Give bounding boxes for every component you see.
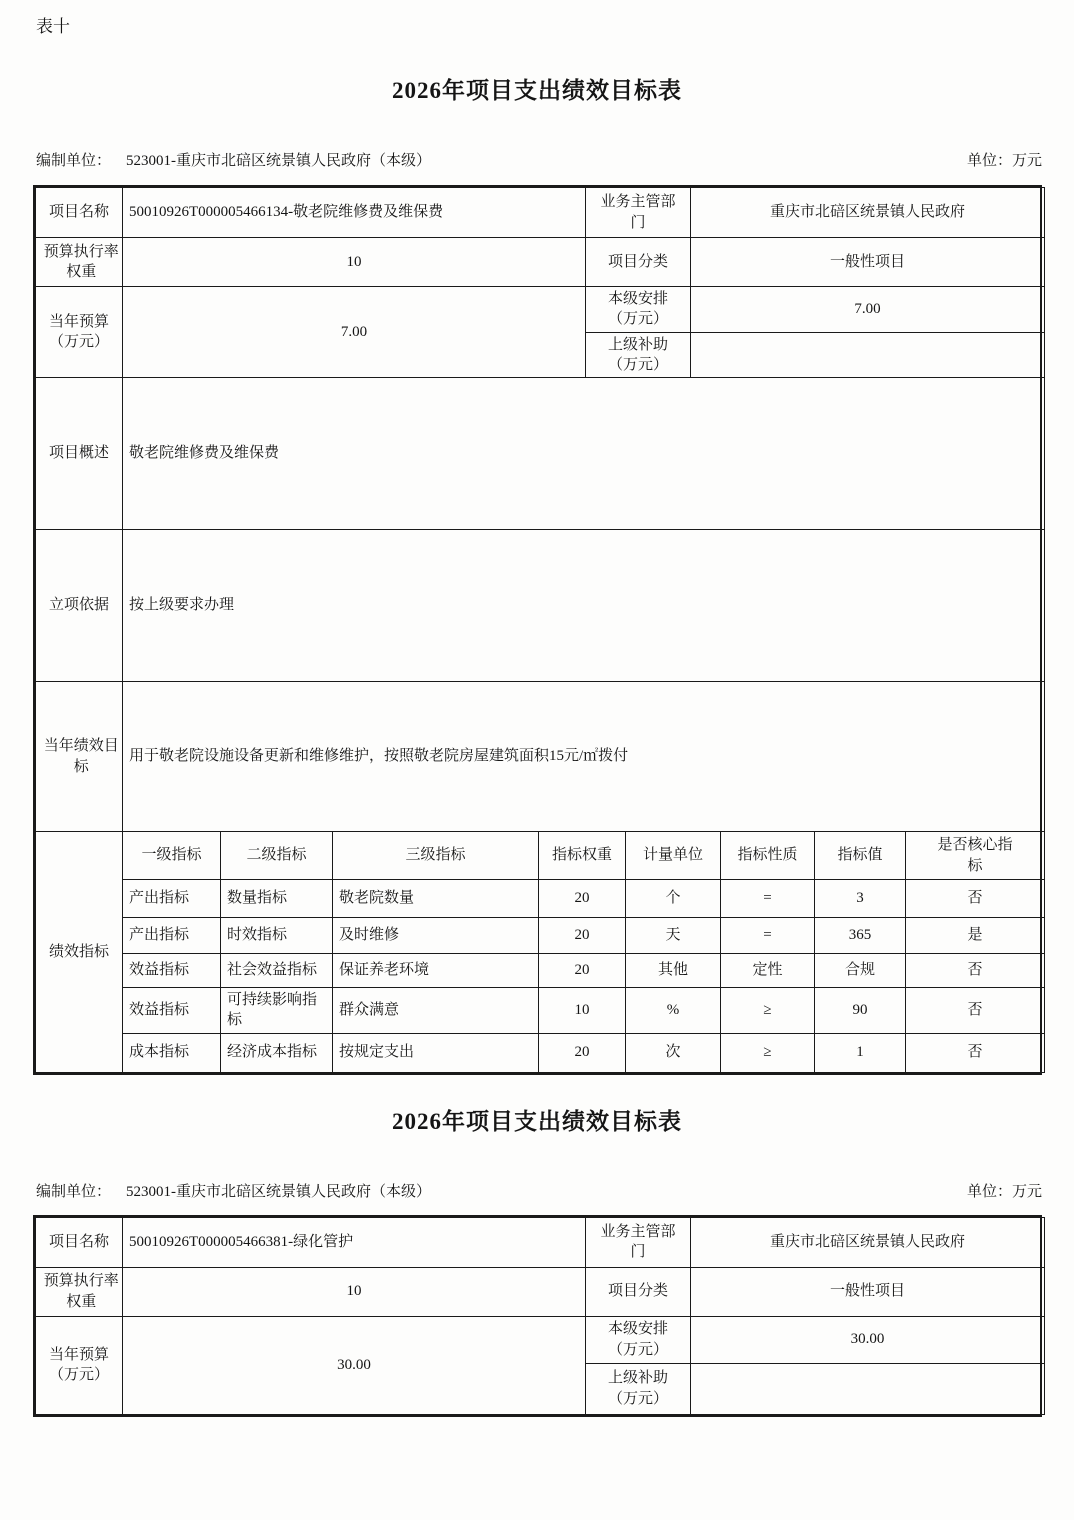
dept-label-cell bbox=[586, 1217, 691, 1267]
superior-subsidy-label: 上级补助（万元） bbox=[607, 336, 668, 373]
project-table-1 bbox=[33, 185, 1042, 1075]
superior-subsidy-label: 上级补助（万元） bbox=[607, 1370, 668, 1407]
project-info-table bbox=[35, 187, 1045, 832]
prepared-by-value: 523001-重庆市北碚区统景镇人民政府（本级） bbox=[126, 1183, 432, 1200]
indicator-cell: 否 bbox=[906, 988, 1045, 1034]
local-arrangement-label: 本级安排（万元） bbox=[607, 291, 668, 328]
indicator-cell: 20 bbox=[539, 954, 626, 988]
core-indicator-header: 是否核心指标 bbox=[937, 837, 1013, 874]
table-row bbox=[36, 238, 1045, 287]
indicator-cell: 20 bbox=[539, 918, 626, 954]
indicator-header-cell: 指标性质 bbox=[721, 832, 815, 880]
indicator-header-cell: 一级指标 bbox=[123, 832, 221, 880]
local-arrangement-value-cell: 30.00 bbox=[691, 1316, 1045, 1363]
indicator-row bbox=[36, 918, 1045, 954]
table-row bbox=[36, 378, 1045, 530]
unit-label: 单位：万元 bbox=[966, 153, 1042, 169]
indicator-cell: 20 bbox=[539, 1033, 626, 1072]
indicator-cell: 数量指标 bbox=[221, 880, 333, 918]
indicator-cell: 社会效益指标 bbox=[221, 954, 333, 988]
table-row bbox=[36, 530, 1045, 682]
indicator-header-cell: 计量单位 bbox=[626, 832, 721, 880]
prepared-by-label: 编制单位： bbox=[36, 153, 112, 169]
annual-budget-label: 当年预算（万元） bbox=[48, 1346, 109, 1383]
indicator-cell: 否 bbox=[906, 954, 1045, 988]
local-arrangement-label: 本级安排（万元） bbox=[607, 1321, 668, 1358]
project-table-2 bbox=[33, 1215, 1042, 1417]
indicator-cell: 10 bbox=[539, 988, 626, 1034]
indicator-header-cell: 三级指标 bbox=[333, 832, 539, 880]
indicator-cell: % bbox=[626, 988, 721, 1034]
indicator-cell: 否 bbox=[906, 1033, 1045, 1072]
report-meta-row bbox=[36, 1180, 1042, 1201]
form-number-label: 表十 bbox=[36, 17, 70, 36]
project-name-value-cell: 50010926T000005466381-绿化管护 bbox=[123, 1217, 586, 1267]
unit-label: 单位：万元 bbox=[966, 1183, 1042, 1200]
indicator-cell: 是 bbox=[906, 918, 1045, 954]
indicator-cell: 个 bbox=[626, 880, 721, 918]
indicator-cell: 按规定支出 bbox=[333, 1033, 539, 1072]
annual-goal-label-cell bbox=[36, 682, 123, 832]
annual-goal-value-cell: 用于敬老院设施设备更新和维修维护，按照敬老院房屋建筑面积15元/㎡拨付 bbox=[123, 682, 1045, 832]
indicator-cell: = bbox=[721, 880, 815, 918]
table-row bbox=[36, 287, 1045, 333]
annual-goal-label: 当年绩效目标 bbox=[43, 738, 119, 775]
indicator-cell: 及时维修 bbox=[333, 918, 539, 954]
superior-subsidy-label-cell bbox=[586, 1363, 691, 1414]
indicator-row bbox=[36, 988, 1045, 1034]
indicator-cell: 合规 bbox=[815, 954, 906, 988]
indicator-header-cell: 二级指标 bbox=[221, 832, 333, 880]
indicator-cell: 群众满意 bbox=[333, 988, 539, 1034]
table-row bbox=[36, 1267, 1045, 1316]
indicator-cell: 产出指标 bbox=[123, 880, 221, 918]
indicator-cell: 敬老院数量 bbox=[333, 880, 539, 918]
local-arrangement-value-cell: 7.00 bbox=[691, 287, 1045, 333]
performance-target-report-2 bbox=[0, 1103, 1074, 1417]
exec-rate-weight-label: 预算执行率权重 bbox=[43, 243, 119, 280]
dept-label: 业务主管部门 bbox=[600, 1223, 676, 1260]
indicator-row bbox=[36, 954, 1045, 988]
annual-budget-label-cell bbox=[36, 287, 123, 378]
indicator-cell: ≥ bbox=[721, 988, 815, 1034]
exec-rate-weight-value-cell: 10 bbox=[123, 1267, 586, 1316]
indicator-cell: 20 bbox=[539, 880, 626, 918]
indicator-cell: 其他 bbox=[626, 954, 721, 988]
category-value-cell: 一般性项目 bbox=[691, 1267, 1045, 1316]
indicator-cell: 定性 bbox=[721, 954, 815, 988]
indicator-cell: = bbox=[721, 918, 815, 954]
basis-value-cell: 按上级要求办理 bbox=[123, 530, 1045, 682]
project-name-value-cell: 50010926T000005466134-敬老院维修费及维保费 bbox=[123, 188, 586, 238]
indicator-cell: 效益指标 bbox=[123, 954, 221, 988]
overview-label-cell: 项目概述 bbox=[36, 378, 123, 530]
indicator-cell: 保证养老环境 bbox=[333, 954, 539, 988]
prepared-by-value: 523001-重庆市北碚区统景镇人民政府（本级） bbox=[126, 153, 432, 169]
table-row bbox=[36, 682, 1045, 832]
dept-value-cell: 重庆市北碚区统景镇人民政府 bbox=[691, 188, 1045, 238]
indicator-cell: 可持续影响指标 bbox=[221, 988, 333, 1034]
superior-subsidy-label-cell bbox=[586, 332, 691, 378]
prepared-by-label: 编制单位： bbox=[36, 1183, 112, 1200]
superior-subsidy-value-cell bbox=[691, 332, 1045, 378]
indicator-cell: 产出指标 bbox=[123, 918, 221, 954]
report-title: 2026年项目支出绩效目标表 bbox=[392, 78, 682, 103]
project-name-label-cell: 项目名称 bbox=[36, 1217, 123, 1267]
table-row bbox=[36, 1316, 1045, 1363]
table-row bbox=[36, 188, 1045, 238]
indicator-table bbox=[35, 831, 1045, 1073]
report-title: 2026年项目支出绩效目标表 bbox=[392, 1108, 682, 1134]
overview-value-cell: 敬老院维修费及维保费 bbox=[123, 378, 1045, 530]
dept-label: 业务主管部门 bbox=[600, 194, 676, 231]
indicator-cell: 1 bbox=[815, 1033, 906, 1072]
superior-subsidy-value-cell bbox=[691, 1363, 1045, 1414]
indicator-header-row bbox=[36, 832, 1045, 880]
project-info-table bbox=[35, 1217, 1045, 1415]
exec-rate-weight-value-cell: 10 bbox=[123, 238, 586, 287]
indicator-row bbox=[36, 1033, 1045, 1072]
indicator-cell: 否 bbox=[906, 880, 1045, 918]
project-name-label-cell: 项目名称 bbox=[36, 188, 123, 238]
indicator-row bbox=[36, 880, 1045, 918]
performance-target-report-1 bbox=[0, 72, 1074, 1075]
indicator-cell: 次 bbox=[626, 1033, 721, 1072]
report-meta-row bbox=[36, 149, 1042, 170]
dept-value-cell: 重庆市北碚区统景镇人民政府 bbox=[691, 1217, 1045, 1267]
indicator-cell: 3 bbox=[815, 880, 906, 918]
indicator-header-cell: 指标值 bbox=[815, 832, 906, 880]
indicators-section-label-cell: 绩效指标 bbox=[36, 832, 123, 1073]
indicator-cell: ≥ bbox=[721, 1033, 815, 1072]
annual-budget-label: 当年预算（万元） bbox=[48, 313, 109, 350]
indicator-header-cell bbox=[906, 832, 1045, 880]
local-arrangement-label-cell bbox=[586, 287, 691, 333]
indicator-cell: 经济成本指标 bbox=[221, 1033, 333, 1072]
category-label-cell: 项目分类 bbox=[586, 1267, 691, 1316]
indicator-cell: 效益指标 bbox=[123, 988, 221, 1034]
annual-budget-label-cell bbox=[36, 1316, 123, 1414]
exec-rate-weight-label-cell bbox=[36, 238, 123, 287]
indicator-cell: 天 bbox=[626, 918, 721, 954]
indicator-cell: 90 bbox=[815, 988, 906, 1034]
dept-label-cell bbox=[586, 188, 691, 238]
basis-label-cell: 立项依据 bbox=[36, 530, 123, 682]
local-arrangement-label-cell bbox=[586, 1316, 691, 1363]
annual-budget-value-cell: 7.00 bbox=[123, 287, 586, 378]
exec-rate-weight-label-cell bbox=[36, 1267, 123, 1316]
category-label-cell: 项目分类 bbox=[586, 238, 691, 287]
annual-budget-value-cell: 30.00 bbox=[123, 1316, 586, 1414]
indicator-cell: 365 bbox=[815, 918, 906, 954]
indicator-cell: 成本指标 bbox=[123, 1033, 221, 1072]
exec-rate-weight-label: 预算执行率权重 bbox=[43, 1273, 119, 1310]
indicator-header-cell: 指标权重 bbox=[539, 832, 626, 880]
indicator-cell: 时效指标 bbox=[221, 918, 333, 954]
category-value-cell: 一般性项目 bbox=[691, 238, 1045, 287]
table-row bbox=[36, 1217, 1045, 1267]
